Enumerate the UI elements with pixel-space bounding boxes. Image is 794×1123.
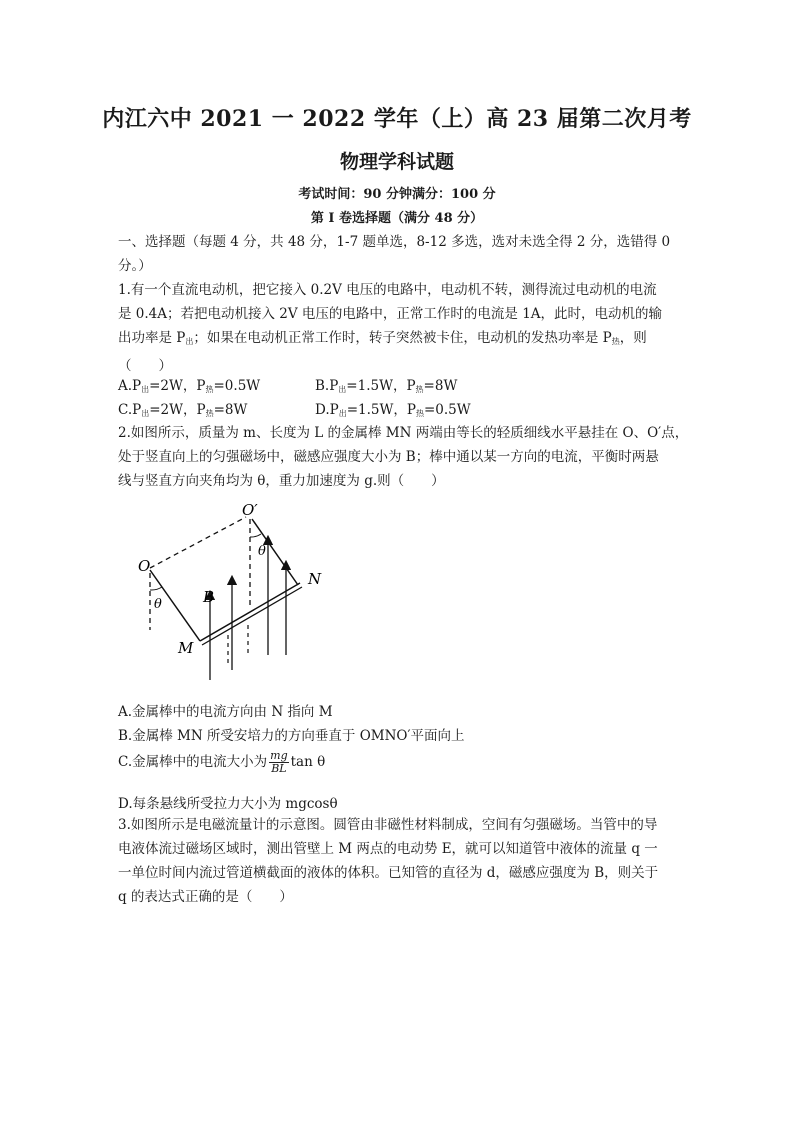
- q2-option-c: [118, 750, 325, 775]
- q1-a-p: A.P: [118, 378, 142, 394]
- q1-option-d: [315, 398, 471, 419]
- q1-c-sub2: 热: [205, 409, 214, 418]
- q1-c-v1: =2W，P: [149, 402, 206, 418]
- q1-c-v2: =8W: [213, 402, 248, 418]
- q1-sub-out: 出: [185, 337, 194, 346]
- exam-info: 考试时间：90 分钟满分：100 分: [298, 187, 496, 202]
- q1-line-3-a: 出功率是 P: [118, 330, 186, 346]
- rod-mn-edge: [202, 587, 302, 645]
- q1-line-1: 1.有一个直流电动机，把它接入 0.2V 电压的电路中，电动机不转，测得流过电动机的电流: [118, 282, 657, 298]
- q1-option-c: [118, 398, 247, 419]
- theta-arc-o-prime: [250, 534, 261, 537]
- q1-line-3-c: ，则: [619, 330, 647, 346]
- q2-c-denominator: BL: [271, 762, 287, 775]
- q3-line-4: q 的表达式正确的是（ ）: [118, 889, 293, 905]
- q1-option-a: [118, 374, 260, 395]
- q1-a-v2: =0.5W: [213, 378, 261, 394]
- q2-option-a: A.金属棒中的电流方向由 N 指向 M: [118, 704, 333, 720]
- q2-option-b: B.金属棒 MN 所受安培力的方向垂直于 OMNO′平面向上: [118, 728, 465, 744]
- instructions-line-1: 一、选择题（每题 4 分，共 48 分，1-7 题单选，8-12 多选，选对未选全得 2 分，选错得 0: [118, 234, 671, 250]
- q1-d-p: D.P: [315, 402, 339, 418]
- q1-c-p: C.P: [118, 402, 142, 418]
- q1-option-b: [315, 374, 457, 395]
- q1-line-2: 是 0.4A；若把电动机接入 2V 电压的电路中，正常工作时的电流是 1A，此时，电动机的输: [118, 306, 663, 322]
- q1-a-sub2: 热: [205, 385, 214, 394]
- q1-line-3: [118, 326, 678, 354]
- q2-c-fraction: [269, 750, 288, 775]
- q1-line-4: （ ）: [118, 358, 172, 374]
- question-3: [118, 813, 678, 909]
- q1-options-row-2: [118, 398, 678, 422]
- q1-options-row-1: [118, 374, 678, 398]
- q1-b-sub1: 出: [338, 385, 347, 394]
- q1-d-sub1: 出: [338, 409, 347, 418]
- q1-a-v1: =2W，P: [149, 378, 206, 394]
- label-n: N: [308, 570, 322, 588]
- q1-line-3-b: ；如果在电动机正常工作时，转子突然被卡住，电动机的发热功率是 P: [193, 330, 612, 346]
- q3-line-3: 一单位时间内流过管道横截面的液体的体积。已知管的直径为 d，磁感应强度为 B，则关于: [118, 865, 659, 881]
- theta-arc-o: [150, 587, 162, 590]
- question-2: [118, 421, 689, 493]
- q1-c-sub1: 出: [141, 409, 150, 418]
- q2-figure: [128, 495, 328, 685]
- q2-line-1: 2.如图所示，质量为 m、长度为 L 的金属棒 MN 两端由等长的轻质细线水平悬挂在 O、O′点，: [118, 425, 689, 441]
- label-theta-2: θ: [258, 544, 266, 559]
- q1-a-sub1: 出: [141, 385, 150, 394]
- label-m: M: [178, 639, 194, 657]
- q2-c-prefix: C.金属棒中的电流大小为: [118, 754, 268, 770]
- label-theta-1: θ: [154, 597, 162, 612]
- q1-d-sub2: 热: [415, 409, 424, 418]
- dashed-line-oo: [150, 517, 246, 568]
- label-o-prime: O′: [242, 501, 258, 519]
- exam-title: 内江六中 2021 一 2022 学年（上）高 23 届第二次月考: [102, 106, 692, 132]
- q1-d-v2: =0.5W: [423, 402, 471, 418]
- q1-b-sub2: 热: [415, 385, 424, 394]
- q2-line-3: 线与竖直方向夹角均为 θ，重力加速度为 g.则（ ）: [118, 473, 445, 489]
- question-1: [118, 278, 678, 378]
- section-title: 第 I 卷选择题（满分 48 分）: [310, 211, 484, 226]
- exam-subtitle: 物理学科试题: [339, 151, 454, 173]
- q2-c-numerator: mg: [270, 749, 288, 762]
- q1-b-v2: =8W: [423, 378, 458, 394]
- q1-b-v1: =1.5W，P: [346, 378, 416, 394]
- instructions: [118, 230, 678, 278]
- q1-b-p: B.P: [315, 378, 339, 394]
- q3-line-2: 电液体流过磁场区域时，测出管壁上 M 两点的电动势 E，就可以知道管中液体的流量 q 一: [118, 841, 658, 857]
- q2-c-suffix: tan θ: [290, 754, 326, 770]
- q1-sub-heat: 热: [611, 337, 620, 346]
- q3-line-1: 3.如图所示是电磁流量计的示意图。圆管由非磁性材料制成，空间有匀强磁场。当管中的导: [118, 817, 658, 833]
- label-b: B: [203, 588, 215, 606]
- instructions-line-2: 分。）: [118, 258, 152, 274]
- q2-line-2: 处于竖直向上的匀强磁场中，磁感应强度大小为 B；棒中通以某一方向的电流，平衡时两悬: [118, 449, 659, 465]
- label-o: O: [138, 557, 151, 575]
- q1-d-v1: =1.5W，P: [346, 402, 416, 418]
- q2-option-d: D.每条悬线所受拉力大小为 mgcosθ: [118, 796, 338, 812]
